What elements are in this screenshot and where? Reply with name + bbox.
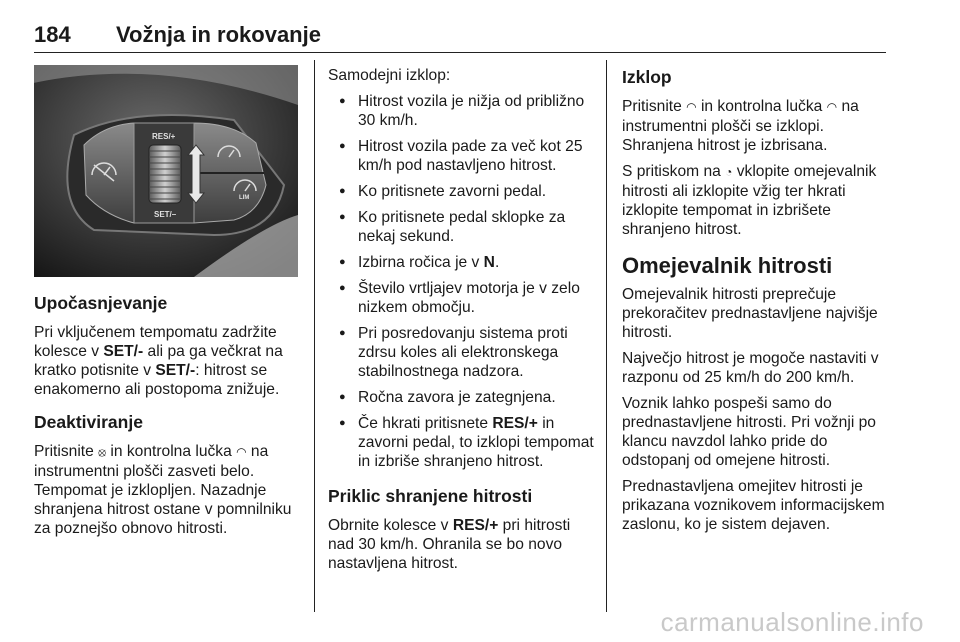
steering-wheel-controls-illustration <box>34 65 298 277</box>
paragraph-izklop-2: S pritiskom na ◔ vklopite omejevalnik hitrosti ali izklopite vžig ter hkrati izklopite tempomat in izbrišete shranjeno hitrost. <box>622 163 877 238</box>
paragraph-upocasnjevanje: Pri vključenem tempomatu zadržite kolesce v SET/- ali pa ga večkrat na kratko potisnite v SET/-: hitrost se enakomerno ali postopoma znižuje. <box>34 324 283 398</box>
cruise-cancel-icon: ⦻ <box>98 445 107 459</box>
list-item: ● Število vrtljajev motorja je v zelo nizkem območju. <box>328 279 596 317</box>
header-rule <box>34 52 886 53</box>
list-item: ● Hitrost vozila je nižja od približno 30 km/h. <box>328 92 596 130</box>
heading-izklop: Izklop <box>622 67 672 87</box>
watermark-text: carmanualsonline.info <box>660 607 924 637</box>
paragraph-priklic: Obrnite kolesce v RES/+ pri hitrosti nad 30 km/h. Ohranila se bo novo nastavljena hitrost. <box>328 517 571 572</box>
paragraph-omejevalnik-3: Voznik lahko pospeši samo do prednastavljene hitrosti. Pri vožnji po klancu navzdol lahko pride do odstopanj od omejene hitrosti. <box>622 395 876 469</box>
list-item: ● Pri posredovanju sistema proti zdrsu koles ali elektronskega stabilnostnega nadzora. <box>328 324 596 381</box>
column-divider-1 <box>314 60 315 612</box>
paragraph-omejevalnik-2: Največjo hitrost je mogoče nastaviti v razponu od 25 km/h do 200 km/h. <box>622 350 879 386</box>
column-divider-2 <box>606 60 607 612</box>
heading-priklic: Priklic shranjene hitrosti <box>328 486 533 506</box>
auto-off-list <box>328 92 596 471</box>
cruise-control-icon: ◠ <box>826 100 838 114</box>
set-label: SET/– <box>154 210 177 219</box>
chapter-title: Vožnja in rokovanje <box>116 22 321 47</box>
steering-wheel-controls-image <box>34 65 298 277</box>
page-header <box>34 22 886 52</box>
res-label: RES/+ <box>152 132 176 141</box>
cruise-control-icon: ◠ <box>686 100 697 114</box>
speed-limiter-icon: ◔ <box>725 165 733 179</box>
column-2 <box>328 66 596 580</box>
lim-label: LIM <box>239 195 250 201</box>
paragraph-izklop-1: Pritisnite ◠ in kontrolna lučka ◠ na instrumentni plošči se izklopi. Shranjena hitrost je izbrisana. <box>622 98 859 154</box>
paragraph-omejevalnik-1: Omejevalnik hitrosti preprečuje prekoračitev prednastavljene najvišje hitrosti. <box>622 286 878 341</box>
list-item: ● Če hkrati pritisnete RES/+ in zavorni pedal, to izklopi tempomat in izbriše shranjeno hitrost. <box>328 414 596 471</box>
list-item: ● Izbirna ročica je v N. <box>328 253 596 272</box>
list-item: ● Ko pritisnete zavorni pedal. <box>328 182 596 201</box>
cruise-control-icon: ◠ <box>236 445 247 459</box>
heading-upocasnjevanje: Upočasnjevanje <box>34 293 168 313</box>
paragraph-omejevalnik-4: Prednastavljena omejitev hitrosti je prikazana voznikovem informacijskem zaslonu, ko je sistem dejaven. <box>622 478 885 533</box>
list-item: ● Hitrost vozila pade za več kot 25 km/h pod nastavljeno hitrost. <box>328 137 596 175</box>
column-3 <box>622 66 890 541</box>
auto-off-intro: Samodejni izklop: <box>328 67 451 84</box>
heading-omejevalnik: Omejevalnik hitrosti <box>622 253 833 278</box>
list-item: ● Ročna zavora je zategnjena. <box>328 388 596 407</box>
watermark <box>0 607 960 642</box>
column-1 <box>34 292 298 545</box>
page-number: 184 <box>34 22 71 47</box>
list-item: ● Ko pritisnete pedal sklopke za nekaj sekund. <box>328 208 596 246</box>
heading-deaktiviranje: Deaktiviranje <box>34 412 143 432</box>
paragraph-deaktiviranje: Pritisnite ⦻ in kontrolna lučka ◠ na instrumentni plošči zasveti belo. Tempomat je izklopljen. Nazadnje shranjena hitrost ostane v pomnilniku za poznejšo obnovo hitrosti. <box>34 443 292 537</box>
